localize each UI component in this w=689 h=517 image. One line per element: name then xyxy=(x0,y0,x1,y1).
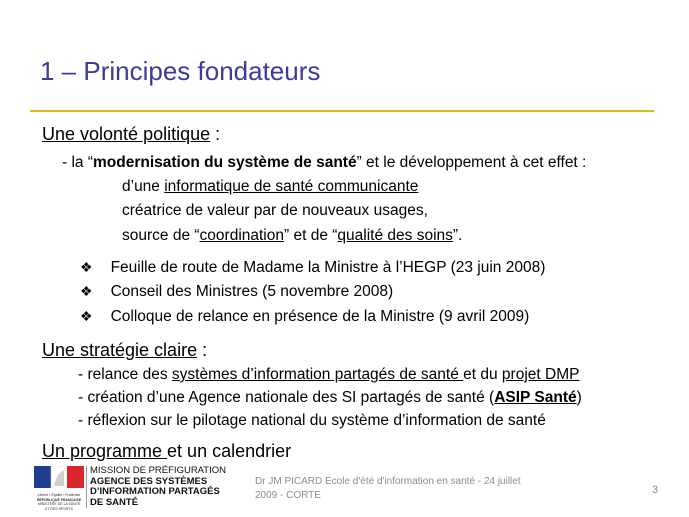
footer-separator xyxy=(86,466,87,508)
text-fragment: ” et le développement à cet effet : xyxy=(356,154,587,171)
modernisation-line xyxy=(62,154,586,172)
bold-fragment: modernisation du système de santé xyxy=(93,154,357,171)
section-heading-text: Une stratégie claire xyxy=(42,340,198,360)
text-fragment: - relance des xyxy=(78,366,172,383)
section-heading-text: Un programme xyxy=(42,441,168,461)
slide-title: 1 – Principes fondateurs xyxy=(40,56,321,86)
text-fragment: ” et de “ xyxy=(284,227,338,244)
text-fragment: - création d’une Agence nationale des SI partagés de santé ( xyxy=(78,389,495,406)
diamond-bullet-icon: ❖ xyxy=(80,283,93,299)
reflexion-line: - réflexion sur le pilotage national du système d’information de santé xyxy=(78,412,546,429)
section-heading-rest: et un calendrier xyxy=(167,441,292,461)
page-number: 3 xyxy=(652,484,659,496)
underlined-fragment: coordination xyxy=(199,227,284,244)
relance-line xyxy=(78,366,579,384)
logo-republique: RÉPUBLIQUE FRANÇAISE xyxy=(36,497,82,502)
logo-motto: Liberté • Égalité • Fraternité xyxy=(37,493,81,497)
org-line: DE SANTÉ xyxy=(90,496,139,508)
bullet-text: Feuille de route de Madame la Ministre à l’HEGP (23 juin 2008) xyxy=(110,259,546,276)
section-heading-programme xyxy=(42,441,291,462)
informatique-line xyxy=(122,178,418,196)
coordination-line xyxy=(122,227,462,245)
bullet-item xyxy=(80,259,545,277)
underlined-fragment: projet DMP xyxy=(501,366,580,383)
section-heading-politique xyxy=(42,124,220,145)
creation-line xyxy=(78,389,582,407)
underlined-fragment: informatique de santé communicante xyxy=(164,178,419,195)
org-name xyxy=(90,466,226,508)
text-fragment: ) xyxy=(576,389,582,406)
creatrice-line: créatrice de valeur par de nouveaux usages, xyxy=(122,202,428,219)
text-fragment: ”. xyxy=(452,227,463,244)
org-line: D’INFORMATION PARTAGÉS xyxy=(90,486,220,497)
text-fragment: source de “ xyxy=(122,227,200,244)
underlined-fragment: systèmes d’information partagés de santé xyxy=(171,366,464,383)
diamond-bullet-icon: ❖ xyxy=(80,308,93,324)
republique-francaise-logo xyxy=(34,466,84,510)
logo-ministere: MINISTÈRE DE LA SANTÉ xyxy=(37,502,81,506)
section-heading-text: Une volonté politique xyxy=(42,124,211,144)
section-heading-strategie xyxy=(42,340,207,361)
text-fragment: d’une xyxy=(122,178,165,195)
underlined-fragment: qualité des soins xyxy=(337,227,453,244)
title-divider xyxy=(30,110,654,112)
bullet-text: Colloque de relance en présence de la Ministre (9 avril 2009) xyxy=(110,308,530,325)
logo-sports: ET DES SPORTS xyxy=(45,506,73,511)
asip-sante-fragment: ASIP Santé xyxy=(494,389,577,406)
section-heading-colon: : xyxy=(197,340,208,360)
marianne-flag-icon xyxy=(34,466,84,488)
org-line: AGENCE DES SYSTÈMES xyxy=(90,475,208,487)
footer-text: Dr JM PICARD Ecole d'été d'information en santé - 24 juillet 2009 - CORTE xyxy=(255,476,521,501)
section-heading-colon: : xyxy=(210,124,221,144)
org-line: MISSION DE PRÉFIGURATION xyxy=(90,465,227,476)
text-fragment: - la “ xyxy=(62,154,93,171)
bullet-text: Conseil des Ministres (5 novembre 2008) xyxy=(110,283,394,300)
diamond-bullet-icon: ❖ xyxy=(80,259,93,275)
bullet-item xyxy=(80,283,393,301)
bullet-item xyxy=(80,308,529,326)
text-fragment: et du xyxy=(463,366,502,383)
